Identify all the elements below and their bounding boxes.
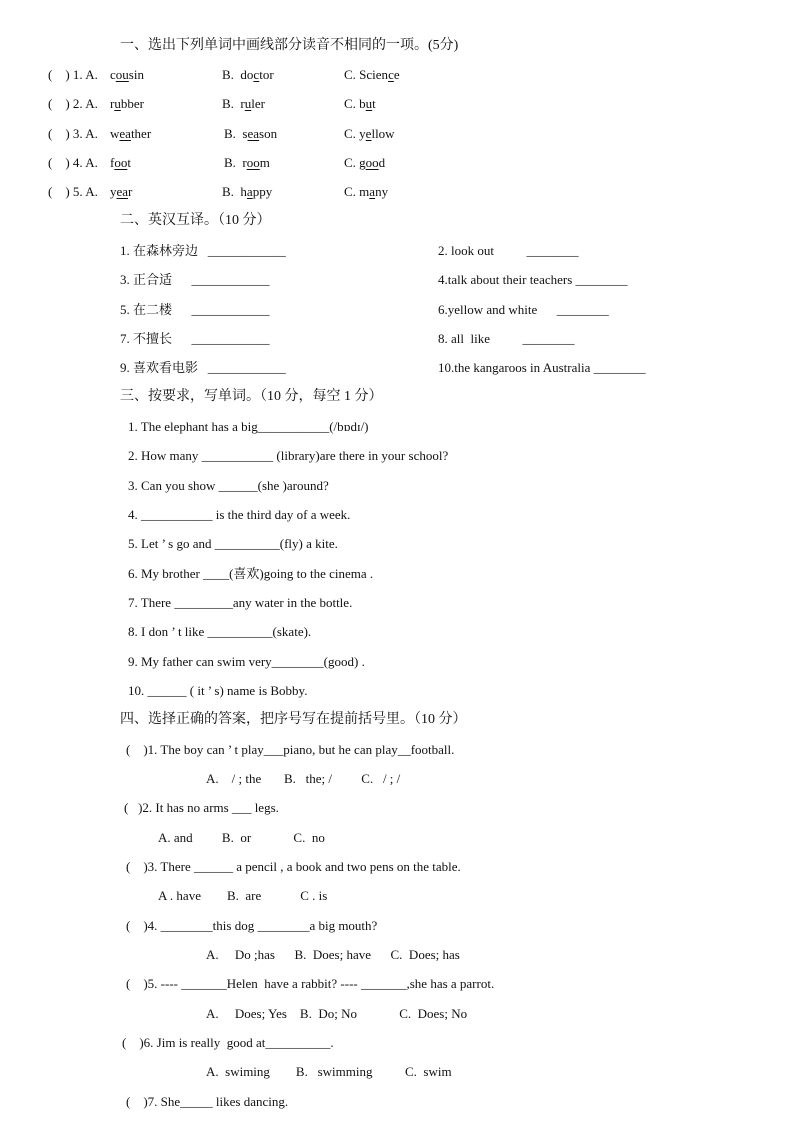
q3-number: ( ) 3. A. bbox=[48, 126, 102, 141]
translation-item: 10.the kangaroos in Australia ________ bbox=[438, 360, 646, 375]
mc-question: ( )5. ---- _______Helen have a rabbit? ---- _______,she has a parrot. bbox=[126, 976, 495, 991]
section4-title: 四、选择正确的答案，把序号写在提前括号里。（10 分） bbox=[120, 712, 467, 727]
translation-item: 3. 正合适 ____________ bbox=[120, 272, 270, 287]
translation-item: 5. 在二楼 ____________ bbox=[120, 302, 270, 317]
fill-item: 9. My father can swim very________(good) . bbox=[128, 654, 365, 669]
translation-item: 1. 在森林旁边 ____________ bbox=[120, 243, 286, 258]
q2-option-b: B. ruler bbox=[222, 96, 265, 111]
mc-options: A . have B. are C . is bbox=[158, 888, 328, 903]
q1-option-a: cousin bbox=[110, 67, 144, 82]
q5-number: ( ) 5. A. bbox=[48, 184, 102, 199]
mc-options: A. Do ;has B. Does; have C. Does; has bbox=[206, 947, 460, 962]
fill-item: 8. I don ’ t like __________(skate). bbox=[128, 624, 312, 639]
q4-option-c: C. good bbox=[344, 155, 386, 170]
mc-options: A. / ; the B. the; / C. / ; / bbox=[206, 771, 401, 786]
q3-option-a: weather bbox=[110, 126, 152, 141]
q2-option-c: C. but bbox=[344, 96, 376, 111]
q5-option-c: C. many bbox=[344, 184, 389, 199]
section3-title: 三、按要求，写单词。（10 分，每空 1 分） bbox=[120, 389, 383, 404]
translation-item: 4.talk about their teachers ________ bbox=[438, 272, 628, 287]
translation-item: 6.yellow and white ________ bbox=[438, 302, 609, 317]
mc-options: A. swiming B. swimming C. swim bbox=[206, 1064, 452, 1079]
mc-question: ( )6. Jim is really good at__________. bbox=[122, 1035, 334, 1050]
mc-question: ( )4. ________this dog ________a big mouth? bbox=[126, 918, 378, 933]
mc-options: A. and B. or C. no bbox=[158, 830, 325, 845]
translation-item: 9. 喜欢看电影 ____________ bbox=[120, 360, 286, 375]
mc-options: A. Does; Yes B. Do; No C. Does; No bbox=[206, 1006, 468, 1021]
section1-title: 一、选出下列单词中画线部分读音不相同的一项。(5分) bbox=[120, 38, 459, 53]
q1-number: ( ) 1. A. bbox=[48, 67, 102, 82]
fill-item: 10. ______ ( it ’ s) name is Bobby. bbox=[128, 683, 308, 698]
mc-question: ( )2. It has no arms ___ legs. bbox=[124, 800, 279, 815]
fill-item: 2. How many ___________ (library)are there in your school? bbox=[128, 448, 449, 463]
fill-item: 5. Let ’ s go and __________(fly) a kite. bbox=[128, 536, 338, 551]
fill-item: 7. There _________any water in the bottle. bbox=[128, 595, 353, 610]
mc-question: ( )7. She_____ likes dancing. bbox=[126, 1094, 289, 1109]
q5-option-b: B. happy bbox=[222, 184, 273, 199]
fill-item: 4. ___________ is the third day of a week. bbox=[128, 507, 351, 522]
q2-number: ( ) 2. A. bbox=[48, 96, 102, 111]
q4-option-b: B. room bbox=[224, 155, 270, 170]
mc-question: ( )3. There ______ a pencil , a book and two pens on the table. bbox=[126, 859, 461, 874]
translation-item: 7. 不擅长 ____________ bbox=[120, 331, 270, 346]
q3-option-b: B. season bbox=[224, 126, 278, 141]
section2-title: 二、英汉互译。（10 分） bbox=[120, 213, 271, 228]
fill-item: 1. The elephant has a big___________(/bɒdɪ/) bbox=[128, 419, 369, 434]
fill-item: 3. Can you show ______(she )around? bbox=[128, 478, 329, 493]
q4-option-a: foot bbox=[110, 155, 131, 170]
mc-question: ( )1. The boy can ’ t play___piano, but he can play__football. bbox=[126, 742, 455, 757]
translation-item: 2. look out ________ bbox=[438, 243, 579, 258]
translation-item: 8. all like ________ bbox=[438, 331, 575, 346]
q5-option-a: year bbox=[110, 184, 133, 199]
fill-item: 6. My brother ____(喜欢)going to the cinema . bbox=[128, 566, 374, 581]
q2-option-a: rubber bbox=[110, 96, 144, 111]
q1-option-b: B. doctor bbox=[222, 67, 274, 82]
q3-option-c: C. yellow bbox=[344, 126, 395, 141]
q4-number: ( ) 4. A. bbox=[48, 155, 102, 170]
q1-option-c: C. Science bbox=[344, 67, 400, 82]
